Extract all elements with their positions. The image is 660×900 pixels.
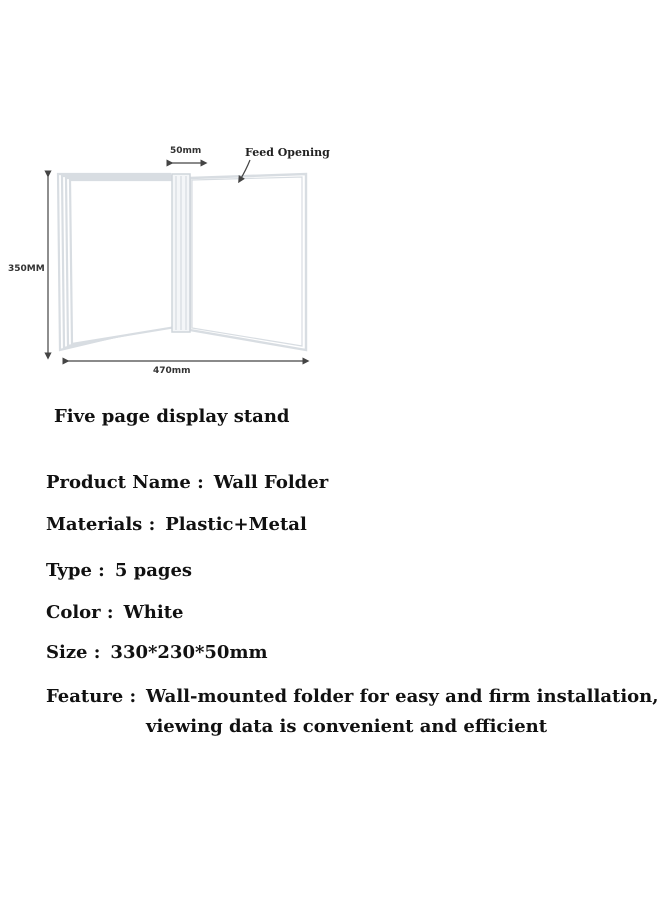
spec-value: 5 pages (114, 560, 193, 581)
feature-line-2: viewing data is convenient and efficient (146, 716, 548, 737)
spec-value: White (123, 602, 184, 623)
left-panels (58, 174, 176, 350)
spec-type (46, 560, 192, 581)
feed-opening-label: Feed Opening (245, 146, 330, 159)
height-label: 350MM (8, 264, 45, 274)
spec-materials (46, 514, 307, 535)
spec-value: 330*230*50mm (110, 642, 268, 663)
wall-folder-illustration (0, 130, 360, 390)
spine (172, 174, 190, 332)
product-caption: Five page display stand (54, 406, 290, 427)
spec-color (46, 602, 183, 623)
spec-value: Wall Folder (213, 472, 329, 493)
spec-label: Color : (46, 602, 114, 623)
spec-label: Product Name : (46, 472, 204, 493)
right-panel (190, 174, 306, 350)
length-label: 470mm (153, 366, 191, 376)
spec-size (46, 642, 268, 663)
feature-label: Feature : (46, 686, 137, 707)
spec-value: Plastic+Metal (165, 514, 307, 535)
feature-line-1: Wall-mounted folder for easy and firm installation, (146, 686, 659, 707)
spec-label: Type : (46, 560, 105, 581)
spec-product-name (46, 472, 328, 493)
product-diagram (0, 130, 360, 390)
width-label: 50mm (170, 146, 202, 156)
spec-label: Size : (46, 642, 101, 663)
spec-label: Materials : (46, 514, 156, 535)
